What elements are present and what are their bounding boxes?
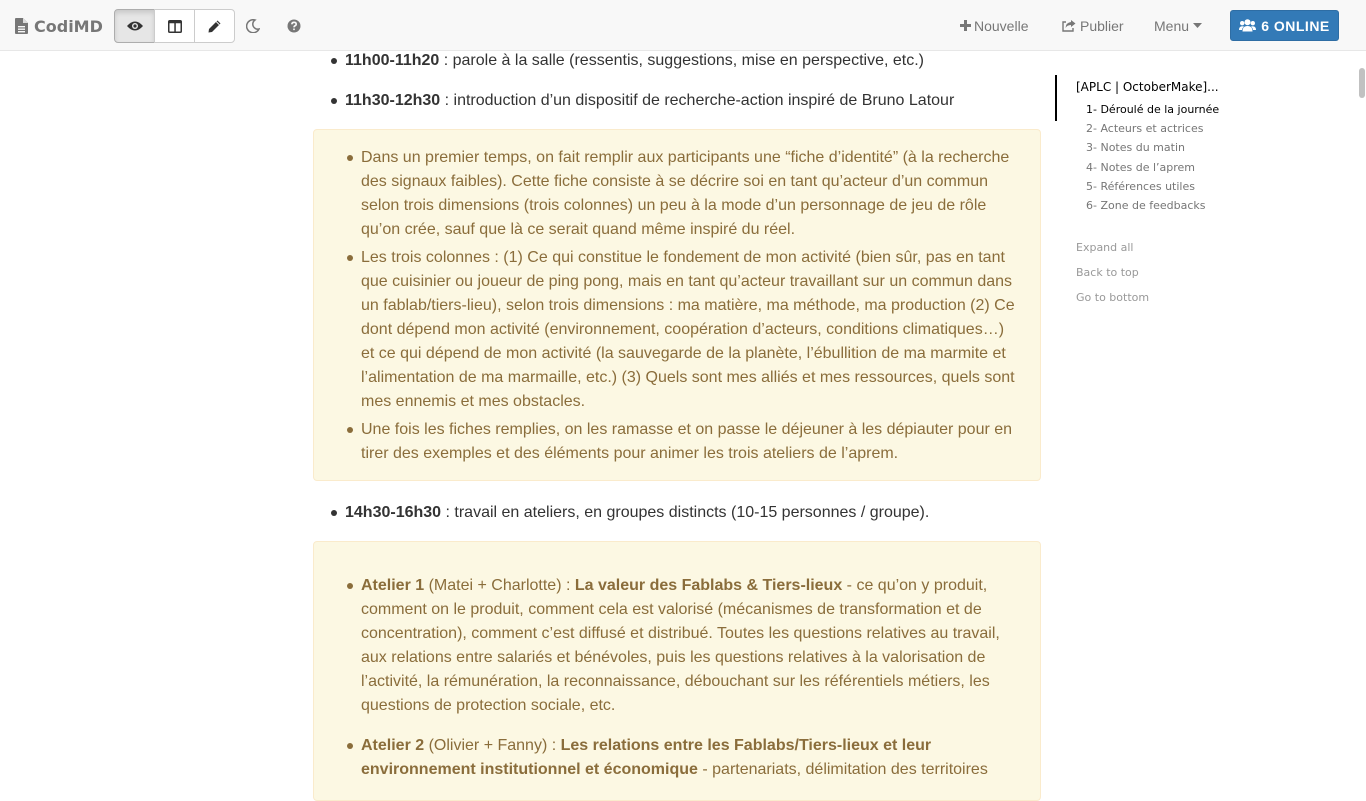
moon-icon — [246, 19, 260, 33]
list-item: Une fois les fiches remplies, on les ramasse et on passe le déjeuner à les dépiauter pour en tirer des exemples et des éléments pour animer les trois ateliers de l’aprem. — [361, 418, 1020, 466]
schedule-time: 11h30-12h30 — [345, 92, 441, 109]
toc-item[interactable]: 2- Acteurs et actrices — [1086, 122, 1204, 135]
list-item — [361, 734, 1020, 782]
navbar — [0, 0, 1366, 51]
atelier-title: La valeur des Fablabs & Tiers-lieux — [574, 577, 843, 594]
schedule-text: : travail en ateliers, en groupes distincts (10-15 personnes / groupe). — [441, 504, 930, 521]
toc-item[interactable]: 3- Notes du matin — [1086, 141, 1185, 154]
publish-button[interactable] — [1062, 0, 1124, 51]
atelier-title: Les relations entre les Fablabs/Tiers-lieux et leur environnement institutionnel et économique — [361, 737, 932, 778]
back-to-top-link[interactable]: Back to top — [1076, 266, 1139, 279]
list-item — [345, 49, 924, 73]
expand-all-link[interactable]: Expand all — [1076, 241, 1134, 254]
alert-box — [313, 541, 1041, 801]
view-mode-group — [114, 9, 235, 43]
list-item — [345, 89, 954, 113]
toc-item[interactable]: 5- Références utiles — [1086, 180, 1195, 193]
toc-item[interactable]: 1- Déroulé de la journée — [1086, 103, 1220, 116]
online-users-button[interactable] — [1230, 10, 1339, 41]
split-mode-button[interactable] — [154, 9, 195, 43]
menu-dropdown[interactable] — [1154, 0, 1202, 51]
list-item — [345, 501, 929, 525]
caret-down-icon — [1193, 23, 1202, 28]
list-item — [361, 574, 1020, 718]
share-square-icon — [1062, 19, 1076, 32]
new-note-button[interactable] — [960, 0, 1028, 51]
atelier-text: - partenariats, délimitation des territoires — [697, 761, 988, 778]
atelier-text: - ce qu’on y produit, comment on le produit, comment cela est valorisé (mécanismes de transformation et de concentration), comment c’est diffusé et distribué. Toutes les questions relatives au travail, aux relations entre salariés et bénévoles, puis les questions relatives à la valorisation de l’activité, la rémunération, la reconnaissance, débouchant sur les référentiels métiers, les questions de protection sociale, etc. — [361, 577, 1000, 714]
file-text-icon — [15, 18, 28, 34]
atelier-people: (Matei + Charlotte) : — [424, 577, 575, 594]
atelier-label: Atelier 2 — [361, 737, 425, 754]
toc-title[interactable]: [APLC | OctoberMake]... — [1076, 80, 1219, 94]
pencil-icon — [208, 20, 221, 33]
schedule-text: : introduction d’un dispositif de recherche-action inspiré de Bruno Latour — [440, 92, 955, 109]
new-note-label: Nouvelle — [974, 17, 1029, 34]
eye-icon — [127, 20, 143, 32]
question-circle-icon — [287, 19, 301, 33]
toc-item[interactable]: 6- Zone de feedbacks — [1086, 199, 1206, 212]
night-mode-button[interactable] — [244, 17, 262, 35]
brand-name: CodiMD — [34, 16, 103, 36]
users-icon — [1239, 19, 1256, 32]
list-item: Les trois colonnes : (1) Ce qui constitue le fondement de mon activité (bien sûr, pas en tant que cuisinier ou joueur de ping pong, mais en tant qu’acteur travaillant sur un commun dans un fablab/tiers-lieu), selon trois dimensions : ma matière, ma méthode, ma production (2) Ce dont dépend mon activité (environnement, coopération d’acteurs, conditions climatiques…) et ce qui dépend de mon activité (la sauvegarde de la planète, l’ébullition de ma marmite et l’alimentation de ma marmaille, etc.) (3) Quels sont mes alliés et mes ressources, quels sont mes ennemis et mes obstacles. — [361, 246, 1020, 414]
menu-label: Menu — [1154, 17, 1190, 34]
view-mode-button[interactable] — [114, 9, 155, 43]
plus-icon — [960, 20, 971, 31]
publish-label: Publier — [1080, 17, 1124, 34]
atelier-people: (Olivier + Fanny) : — [424, 737, 561, 754]
scrollbar-track[interactable] — [1356, 51, 1366, 768]
brand-link[interactable] — [15, 14, 103, 38]
edit-mode-button[interactable] — [194, 9, 235, 43]
toc-item[interactable]: 4- Notes de l’aprem — [1086, 161, 1196, 174]
atelier-label: Atelier 1 — [361, 577, 425, 594]
columns-icon — [168, 20, 182, 33]
schedule-time: 14h30-16h30 — [345, 504, 442, 521]
alert-box — [313, 129, 1041, 481]
help-button[interactable] — [285, 17, 303, 35]
scrollbar-thumb[interactable] — [1359, 68, 1365, 98]
list-item: Dans un premier temps, on fait remplir aux participants une “fiche d’identité” (à la recherche des signaux faibles). Cette fiche consiste à se décrire soi en tant qu’acteur d’un commun selon trois dimensions (trois colonnes) un peu à la mode d’un personnage de jeu de rôle qu’on crée, sauf que là ce serait quand même inspiré du réel. — [361, 146, 1020, 242]
schedule-time: 11h00-11h20 — [345, 52, 440, 69]
go-to-bottom-link[interactable]: Go to bottom — [1076, 291, 1150, 304]
online-count: 6 ONLINE — [1261, 17, 1330, 34]
schedule-text: : parole à la salle (ressentis, suggestions, mise en perspective, etc.) — [439, 52, 924, 69]
